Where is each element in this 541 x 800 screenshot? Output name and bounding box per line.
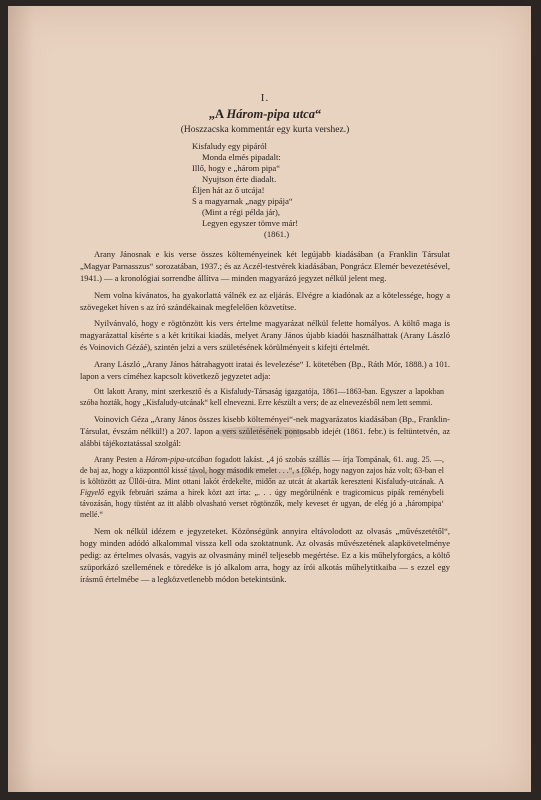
page-fold-shadow <box>8 6 34 792</box>
paragraph-2: Nem volna kívánatos, ha gyakorlattá válnék ez az eljárás. Elvégre a kiadónak az a kötelessége, hogy a szövegeket híven s az író szándékainak megfelelően közvetítse. <box>80 289 450 312</box>
poem-date: (1861.) <box>264 229 290 239</box>
poem-line: Illő, hogy e „három pipa“ <box>192 163 281 173</box>
ink-stain <box>216 426 306 440</box>
page-content <box>80 92 450 590</box>
poem-line: S a magyarnak „nagy pipája“ <box>192 196 293 206</box>
paragraph-4: Arany László „Arany János hátrahagyott iratai és levelezése“ I. kötetében (Bp., Ráth Mór, 1888.) a 101. lapon a vers címéhez kapcsolt következő jegyzetet adja: <box>80 358 450 381</box>
poem-line: (Mint a régi példa jár), <box>202 207 281 217</box>
poem-title: „A Három-pipa utca“ <box>208 107 322 121</box>
poem-title-italic: Három-pipa utca <box>226 107 315 121</box>
poem-line: Éljen hát az ő utcája! <box>192 185 265 195</box>
poem-line: Kisfaludy egy pipáról <box>192 141 267 151</box>
quote-2: Arany Pesten a Három-pipa-utcában fogadott lakást. „4 jó szobás szállás — írja Tompának, 61. aug. 25. —, de baj az, hogy a központtól kissé távol, hogy második emelet . . .“, s főkép, hogy nagyon zajos ház volt; 63-ban el is költözött az Üllői-útra. Mint ottani lakót érdekelte, midőn az utcát át akarták kereszteni Kisfaludy-utcának. A Figyelő egyik februári száma a hírek közt azt írta: „. . . úgy megörülnénk e tragicomicus pipák reménybeli távozásán, hogy tüstént az itt alább olvasható verset rögtönzők, mely keveset ér ugyan, de elég jó a ‚hárompipa‘ mellé.“ <box>80 454 444 519</box>
section-numeral: I. <box>260 92 270 104</box>
paragraph-3: Nyilvánvaló, hogy e rögtönzött kis vers értelme magyarázat nélkül felette homályos. A költő maga is magyarázattal kísérte s a két kritikai kiadás, melyet Arany János újabb kiadói használhattak (Arany László és Voinovich Gézáé), szintén jelzi a vers születésének körülményeit s kifejti értelmét. <box>80 318 450 353</box>
document-page <box>8 6 531 792</box>
paragraph-6: Nem ok nélkül idézem e jegyzeteket. Közönségünk annyira eltávolodott az olvasás „művészetétől“, hogy minden adódó alkalommal vissza kell oda szoktatnunk. Az olvasás művészetének alapkövetelménye pedig: az értelmes olvasás, vagyis az olvasmány minél teljesebb megértése. Ez a kis műhelyforgács, a költő szüporkázó szellemének e töredéke is jó alkalom arra, hogy az írói alkotás műhelytitkaiba — s ezzel egy írásmű értelmébe — a legközvetlenebb módon betekintsünk. <box>80 525 450 585</box>
poem-line: Monda elmés pipadalt: <box>202 152 281 162</box>
paragraph-1: Arany Jánosnak e kis verse összes költeményeinek két legújabb kiadásában (a Franklin Társulat „Magyar Parnasszus“ sorozatában, 1937.; és az Aczél-testvérek kiadásában, Pongrácz Elemér bevezetésével, 1941.) — a kronológiai sorrendbe állítva — minden magyarázó jegyzet nélkül jelent meg. <box>80 249 450 284</box>
poem-line: Legyen egyszer tömve már! <box>202 218 299 228</box>
poem-line: Nyujtson érte diadalt. <box>202 174 277 184</box>
ink-stain <box>188 468 308 480</box>
paragraph-5: Voinovich Géza „Arany János összes kisebb költeményei“-nek magyarázatos kiadásában (Bp., Franklin-Társulat, évszám nélkül!) a 207. lapon a vers születésének pontosabb idejét (1861. febr.) is feltüntetvén, az alábbi tájékoztatással szolgál: <box>80 414 450 449</box>
poem-block <box>192 141 450 240</box>
quote-1: Ott lakott Arany, mint szerkesztő és a Kisfaludy-Társaság igazgatója, 1861—1863-ban. Egyszer a lapokban szóba hozták, hogy „Kisfaludy-utcának“ kell elnevezni. Erre készült a vers; de az elnevezésből nem lett semmi. <box>80 387 444 408</box>
poem-subtitle: (Hoszzacska kommentár egy kurta vershez.) <box>180 125 350 135</box>
